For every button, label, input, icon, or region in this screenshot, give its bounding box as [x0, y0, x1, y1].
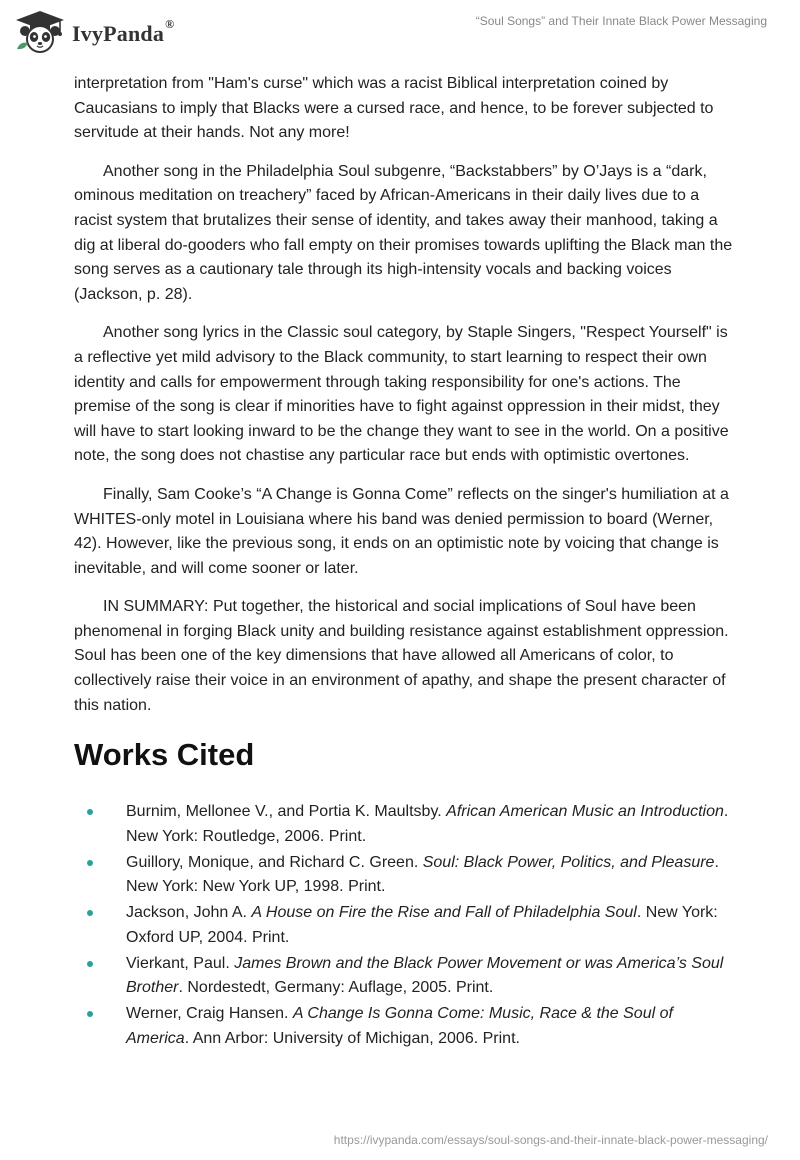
logo-text: IvyPanda® — [72, 16, 175, 46]
citation-3: Jackson, John A. A House on Fire the Rise and Fall of Philadelphia Soul. New York: Oxford UP, 2004. Print. — [74, 901, 734, 950]
document-title: “Soul Songs” and Their Innate Black Power Messaging — [475, 14, 767, 28]
source-url[interactable]: https://ivypanda.com/essays/soul-songs-and-their-innate-black-power-messaging/ — [333, 1133, 768, 1147]
citation-title: James Brown and the Black Power Movement or was America’s Soul Brother — [126, 954, 724, 997]
paragraph-2: Another song in the Philadelphia Soul subgenre, “Backstabbers” by O’Jays is a “dark, ominous meditation on treachery” faced by African-Americans in their daily lives due to a racist system that brutalizes their sense of identity, and takes away their manhood, taking a dig at liberal do-gooders who fall empty on their promises towards uplifting the Black man the song serves as a cautionary tale through its high-intensity vocals and backing voices (Jackson, p. 28). — [74, 162, 733, 303]
citation-5: Werner, Craig Hansen. A Change Is Gonna Come: Music, Race & the Soul of America. Ann Arbor: University of Michigan, 2006. Print. — [74, 1002, 734, 1051]
bullet-icon — [87, 910, 93, 916]
panda-graduate-icon — [14, 9, 66, 58]
citation-title: A Change Is Gonna Come: Music, Race & the Soul of America — [126, 1005, 673, 1047]
paragraph-3: Another song lyrics in the Classic soul category, by Staple Singers, "Respect Yourself" is a reflective yet mild advisory to the Black community, to start learning to respect their own identity and calls for empowerment through taking responsibility for one's actions. The premise of the song is clear if minorities have to fight against oppression in their midst, they will have to start looking inward to be the change they want to see in the world. On a positive note, the song does not chastise any particular race but ends with optimistic overtones. — [74, 324, 729, 465]
citation-2: Guillory, Monique, and Richard C. Green. Soul: Black Power, Politics, and Pleasure. New York: New York UP, 1998. Print. — [74, 851, 734, 900]
essay-body — [74, 72, 734, 1053]
bullet-icon — [87, 809, 93, 815]
bullet-icon — [87, 1011, 93, 1017]
bullet-icon — [87, 860, 93, 866]
ivypanda-logo[interactable] — [14, 9, 174, 58]
paragraph-1: interpretation from "Ham's curse" which was a racist Biblical interpretation coined by Caucasians to imply that Blacks were a cursed race, and hence, to be forever subjected to servitude at their hands. Not any more! — [74, 75, 714, 142]
works-cited-list — [74, 800, 734, 1051]
page-header — [0, 0, 800, 70]
citation-title: Soul: Black Power, Politics, and Pleasure — [422, 853, 715, 871]
citation-1: Burnim, Mellonee V., and Portia K. Maultsby. African American Music an Introduction. New York: Routledge, 2006. Print. — [74, 800, 734, 849]
works-cited-heading: Works Cited — [74, 737, 255, 773]
paragraph-5: IN SUMMARY: Put together, the historical and social implications of Soul have been phenomenal in forging Black unity and building resistance against establishment oppression. Soul has been one of the key dimensions that have allowed all Americans of color, to collectively raise their voice in an environment of apathy, and shape the present character of this nation. — [74, 598, 729, 714]
citation-4: Vierkant, Paul. James Brown and the Black Power Movement or was America’s Soul Brother. Nordestedt, Germany: Auflage, 2005. Print. — [74, 952, 734, 1001]
paragraph-4: Finally, Sam Cooke’s “A Change is Gonna Come” reflects on the singer's humiliation at a WHITES-only motel in Louisiana where his band was denied permission to board (Werner, 42). However, like the previous song, it ends on an optimistic note by voicing that change is inevitable, and will come sooner or later. — [74, 485, 729, 577]
citation-title: African American Music an Introduction — [446, 803, 724, 821]
bullet-icon — [87, 961, 93, 967]
registered-mark: ® — [165, 16, 175, 31]
citation-title: A House on Fire the Rise and Fall of Philadelphia Soul — [251, 904, 637, 922]
